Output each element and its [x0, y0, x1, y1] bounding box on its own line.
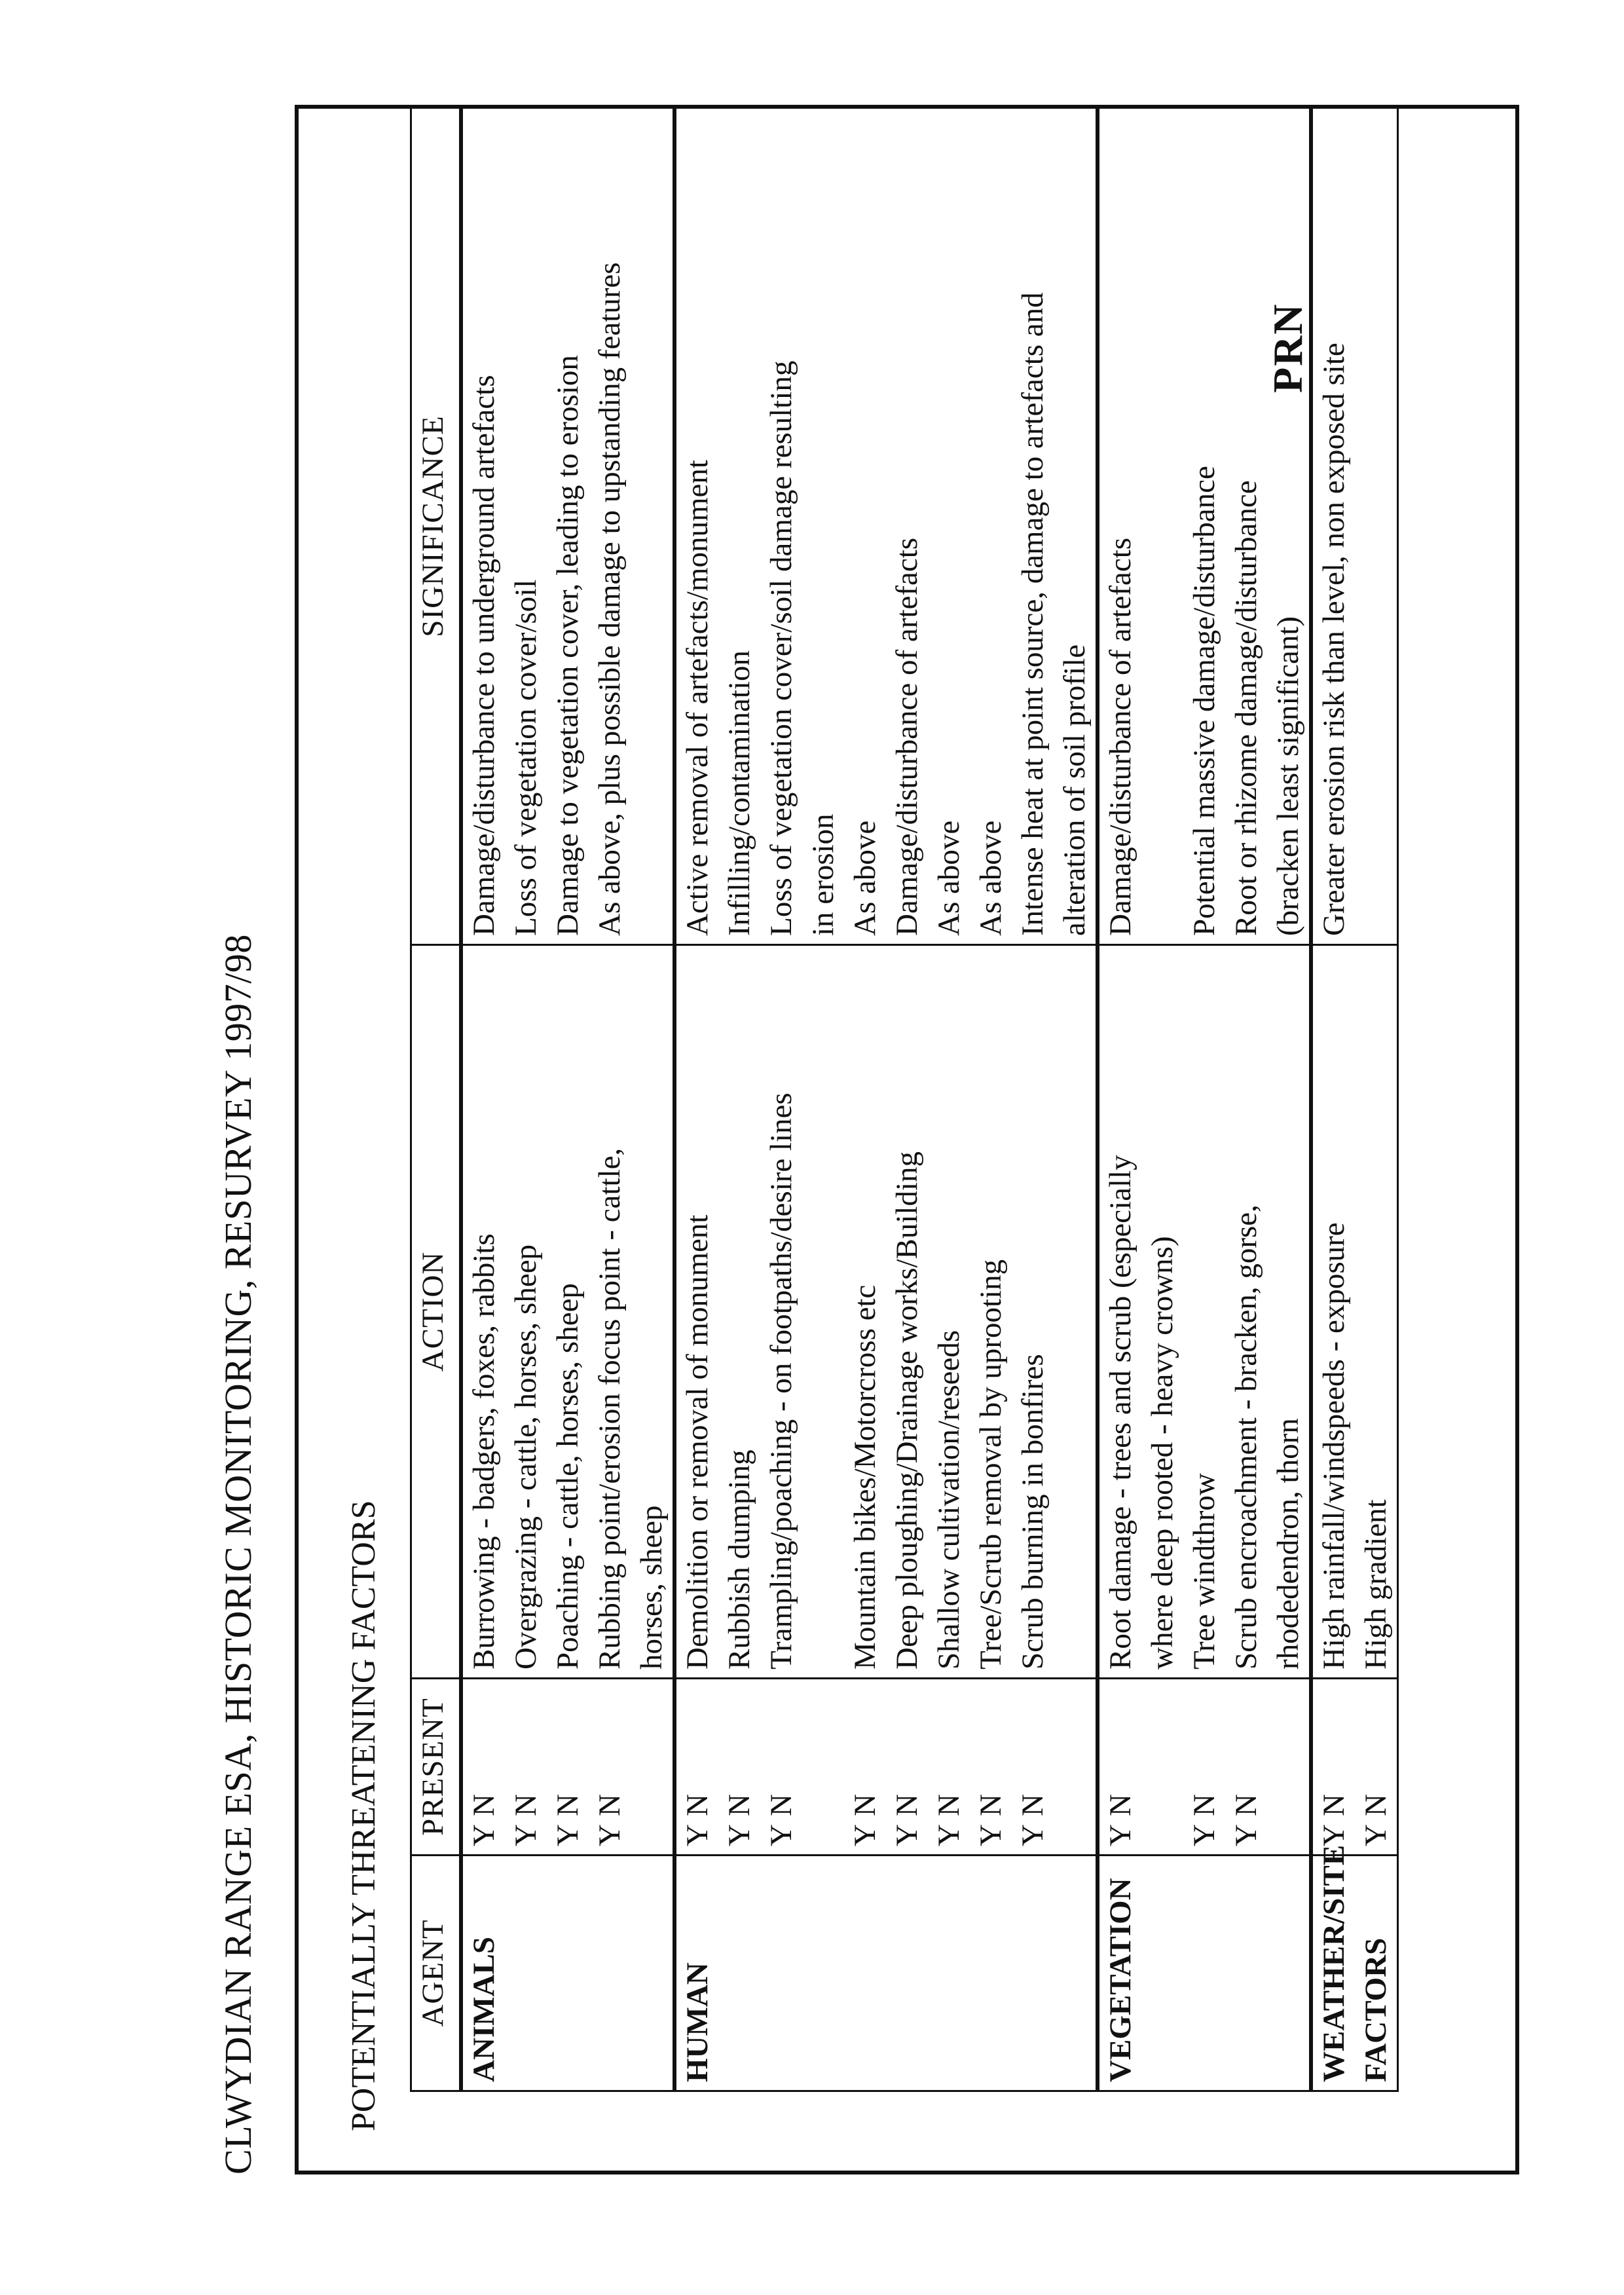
present-line: Y N [1229, 1793, 1263, 1846]
header-present: PRESENT [411, 1679, 462, 1856]
action-line: Deep ploughing/Drainage works/Building [890, 1151, 924, 1670]
action-line: Rubbing point/erosion focus point - cattle, [593, 1148, 627, 1670]
action-line: Burrowing - badgers, foxes, rabbits [467, 1233, 501, 1670]
prn-label: PRN [1264, 303, 1311, 393]
present-cell [1311, 1679, 1398, 1856]
agent-cell: WEATHER/SITE FACTORS [1311, 1856, 1398, 2091]
table-body [461, 108, 1398, 2091]
action-line: horses, sheep [635, 1505, 669, 1670]
action-cell [1098, 945, 1311, 1679]
present-line: Y N [1359, 1793, 1393, 1846]
header-agent: AGENT [411, 1856, 462, 2091]
action-line: Shallow cultivation/reseeds [932, 1330, 966, 1670]
threat-table-frame [295, 105, 1519, 2174]
significance-line: in erosion [806, 813, 840, 936]
significance-line: Greater erosion risk than level, non exposed site [1317, 343, 1351, 936]
significance-line: Loss of vegetation cover/soil [509, 579, 543, 936]
present-line: Y N [890, 1793, 924, 1846]
action-line: where deep rooted - heavy crowns) [1145, 1236, 1179, 1670]
table-caption: POTENTIALLY THREATENING FACTORS [345, 1500, 382, 2131]
significance-line: Damage/disturbance to underground artefacts [467, 375, 501, 936]
significance-cell [461, 108, 674, 945]
present-line: Y N [1103, 1793, 1137, 1846]
present-line [1054, 1687, 1096, 1846]
significance-line: Intense heat at point source, damage to artefacts and [1016, 292, 1050, 936]
present-line: Y N [593, 1793, 627, 1846]
rotated-page [216, 92, 1591, 2174]
significance-line: Infilling/contamination [722, 650, 756, 936]
significance-line: Active removal of artefacts/monument [680, 460, 714, 936]
significance-line: Damage to vegetation cover, leading to erosion [551, 355, 585, 936]
present-line [631, 1687, 673, 1846]
action-line: Tree windthrow [1187, 1473, 1221, 1670]
action-line: High rainfall/windspeeds - exposure [1317, 1222, 1351, 1670]
present-line: Y N [764, 1793, 798, 1846]
present-line: Y N [1317, 1793, 1351, 1846]
action-line: Root damage - trees and scrub (especially [1103, 1155, 1137, 1670]
action-line: Demolition or removal of monument [680, 1214, 714, 1670]
significance-line [1141, 117, 1183, 936]
present-line: Y N [551, 1793, 585, 1846]
present-line [802, 1687, 844, 1846]
present-line: Y N [680, 1793, 714, 1846]
action-cell [461, 945, 674, 1679]
present-line [1141, 1687, 1183, 1846]
present-line: Y N [848, 1793, 882, 1846]
action-line: Scrub burning in bonfires [1016, 1354, 1050, 1670]
table-row [1311, 108, 1398, 2091]
action-line: rhodedendron, thorn [1271, 1418, 1305, 1670]
present-line: Y N [932, 1793, 966, 1846]
threat-table [410, 107, 1399, 2092]
present-line: Y N [722, 1793, 756, 1846]
significance-line: Potential massive damage/disturbance [1187, 466, 1221, 936]
significance-line [631, 117, 673, 936]
action-line: Mountain bikes/Motorcross etc [848, 1284, 882, 1670]
action-cell [674, 945, 1098, 1679]
significance-line [1355, 117, 1397, 936]
present-line [1267, 1687, 1309, 1846]
significance-cell [674, 108, 1098, 945]
significance-line: alteration of soil profile [1058, 644, 1092, 936]
present-line: Y N [974, 1793, 1008, 1846]
present-line: Y N [1016, 1793, 1050, 1846]
agent-cell: VEGETATION [1098, 1856, 1311, 2091]
significance-line: Loss of vegetation cover/soil damage resulting [764, 360, 798, 936]
significance-line: As above [932, 820, 966, 936]
significance-line: Root or rhizome damage/disturbance [1229, 480, 1263, 936]
present-line: Y N [509, 1793, 543, 1846]
action-line: Poaching - cattle, horses, sheep [551, 1283, 585, 1670]
present-line: Y N [1187, 1793, 1221, 1846]
table-header-row [411, 108, 462, 2091]
present-cell [1098, 1679, 1311, 1856]
table-row [674, 108, 1098, 2091]
action-line: Scrub encroachment - bracken, gorse, [1229, 1204, 1263, 1670]
action-line: Overgrazing - cattle, horses, sheep [509, 1244, 543, 1670]
document-title: CLWYDIAN RANGE ESA, HISTORIC MONITORING, RESURVEY 1997/98 [217, 934, 259, 2174]
significance-line: Damage/disturbance of artefacts [890, 537, 924, 936]
action-line: Rubbish dumping [722, 1449, 756, 1670]
significance-line: Damage/disturbance of artefacts [1103, 537, 1137, 936]
header-significance: SIGNIFICANCE [411, 108, 462, 945]
significance-line: (bracken least significant) [1271, 616, 1305, 936]
significance-cell [1311, 108, 1398, 945]
action-line: Tree/Scrub removal by uprooting [974, 1259, 1008, 1670]
action-line: Trampling/poaching - on footpaths/desire lines [764, 1092, 798, 1670]
significance-line: As above [848, 820, 882, 936]
action-line [802, 954, 844, 1670]
present-line: Y N [467, 1793, 501, 1846]
agent-cell: ANIMALS [461, 1856, 674, 2091]
table-row [461, 108, 674, 2091]
action-line: High gradient [1359, 1499, 1393, 1670]
significance-line: As above, plus possible damage to upstanding features [593, 262, 627, 936]
present-cell [674, 1679, 1098, 1856]
present-cell [461, 1679, 674, 1856]
agent-cell: HUMAN [674, 1856, 1098, 2091]
action-cell [1311, 945, 1398, 1679]
significance-line: As above [974, 820, 1008, 936]
significance-cell [1098, 108, 1311, 945]
header-action: ACTION [411, 945, 462, 1679]
action-line [1054, 954, 1096, 1670]
table-row [1098, 108, 1311, 2091]
